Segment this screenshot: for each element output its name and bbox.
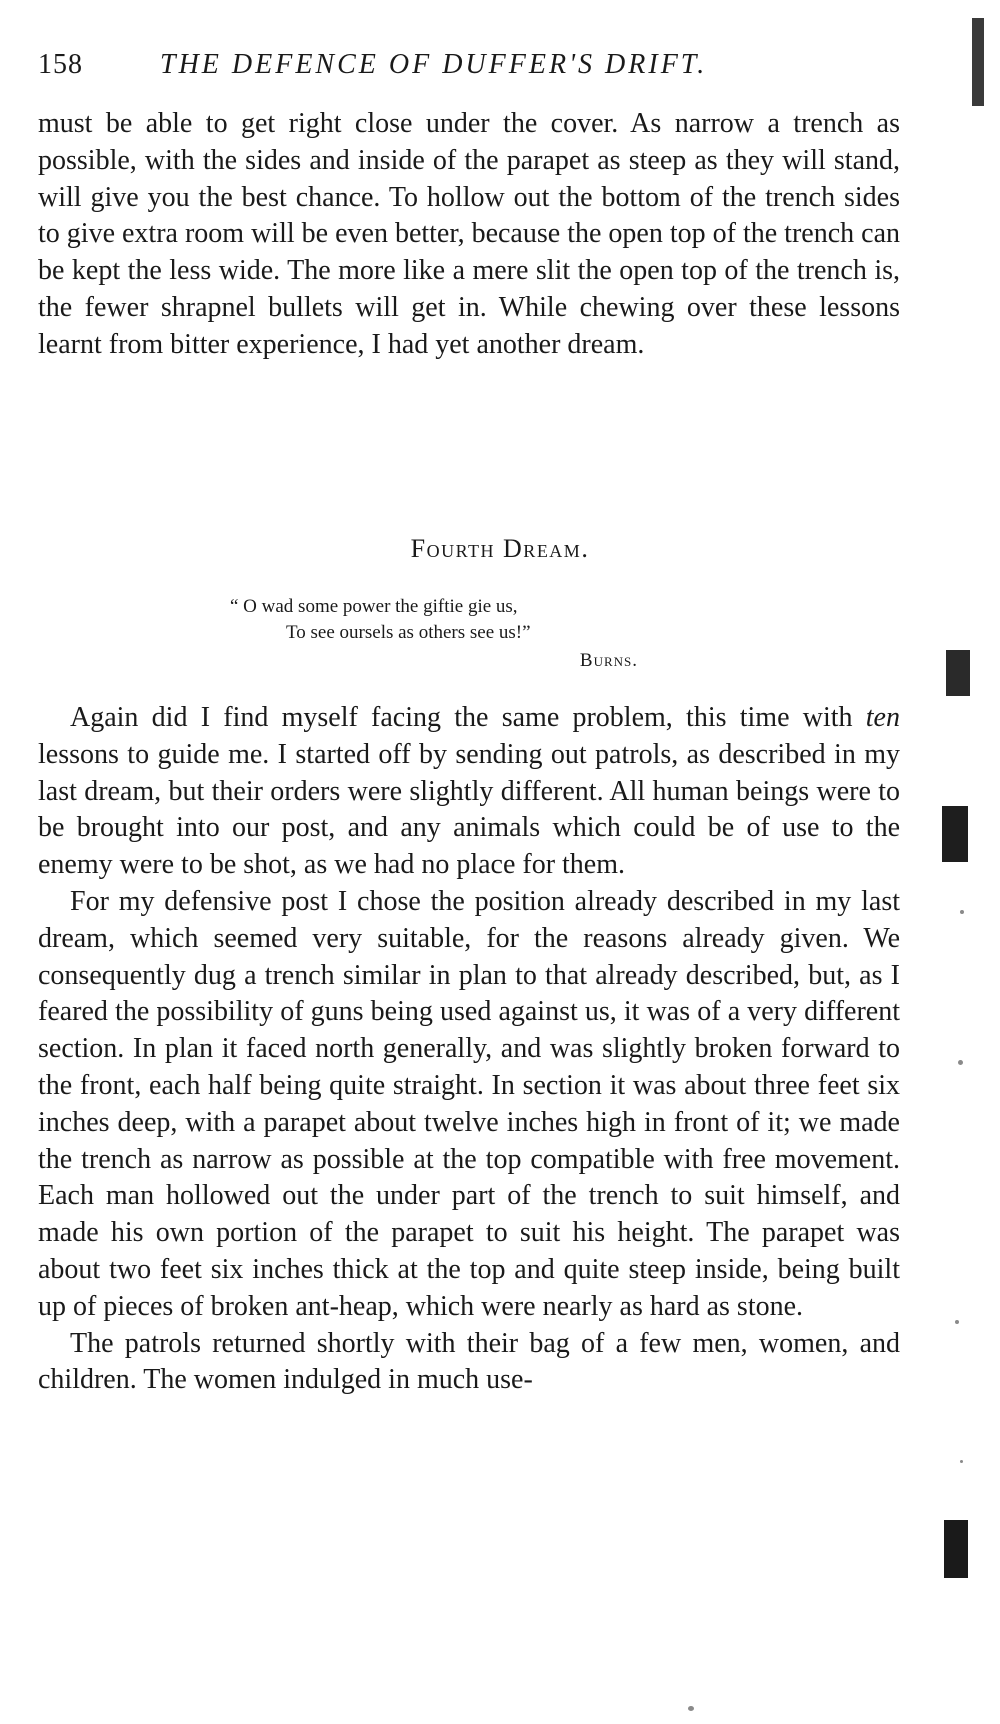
- scan-speckle: [688, 1706, 694, 1711]
- epigraph-attribution: Burns.: [579, 650, 638, 671]
- running-title: THE DEFENCE OF DUFFER'S DRIFT.: [160, 49, 708, 80]
- scan-artifact: [942, 806, 968, 862]
- scan-artifact: [946, 650, 970, 696]
- intro-paragraph-text: must be able to get right close under the cover. As narrow a trench as possible, with the sides and inside of the parapet as steep as they will stand, will give you the best chance. To hollow out the bottom of the trench sides to give extra room will be even better, because the open top of the trench can be kept the less wide. The more like a mere slit the open top of the trench is, the fewer shrapnel bullets will get in. While chewing over these lessons learnt from bitter experience, I had yet another dream.: [38, 108, 900, 360]
- main-text: [38, 700, 900, 1399]
- scan-speckle: [960, 1460, 963, 1463]
- scan-artifact: [944, 1520, 968, 1578]
- intro-paragraph: [38, 106, 900, 364]
- paragraph-2-end: lessons to guide me. I started off by sending out patrols, as described in my last dream, but their orders were slightly different. All human beings were to be brought into our post, and any animals which could be of use to the enemy were to be shot, as we had no place for them.: [38, 738, 900, 881]
- paragraph-3: For my defensive post I chose the position already described in my last dream, which seemed very suitable, for the reasons already given. We consequently dug a trench similar in plan to that already described, but, as I feared the possibility of guns being used against us, it was of a very different section. In plan it faced north generally, and was slightly broken forward to the front, each half being quite straight. In section it was about three feet six inches deep, with a parapet about twelve inches high in front of it; we made the trench as narrow as possible at the top compatible with free movement. Each man hollowed out the under part of the trench to suit himself, and made his own portion of the parapet to suit his height. The parapet was about two feet six inches thick at the top and quite steep inside, being built up of pieces of broken ant-heap, which were nearly as hard as stone.: [38, 885, 900, 1322]
- epigraph-line-1: “ O wad some power the giftie gie us,: [230, 596, 518, 617]
- scan-speckle: [955, 1320, 959, 1324]
- paragraph-2-start: Again did I find myself facing the same problem, this time with: [70, 702, 866, 733]
- scan-speckle: [958, 1060, 963, 1065]
- scan-speckle: [960, 910, 964, 914]
- scan-artifact: [972, 18, 984, 106]
- epigraph: [230, 594, 660, 674]
- paragraph-2: [38, 700, 900, 884]
- section-heading: Fourth Dream.: [410, 534, 590, 563]
- paragraph-4: The patrols returned shortly with their bag of a few men, women, and children. The women indulged in much use-: [38, 1327, 900, 1396]
- epigraph-line-2: To see oursels as others see us!”: [286, 622, 531, 643]
- page-number: 158: [38, 49, 83, 80]
- emphasis-ten: ten: [865, 702, 900, 733]
